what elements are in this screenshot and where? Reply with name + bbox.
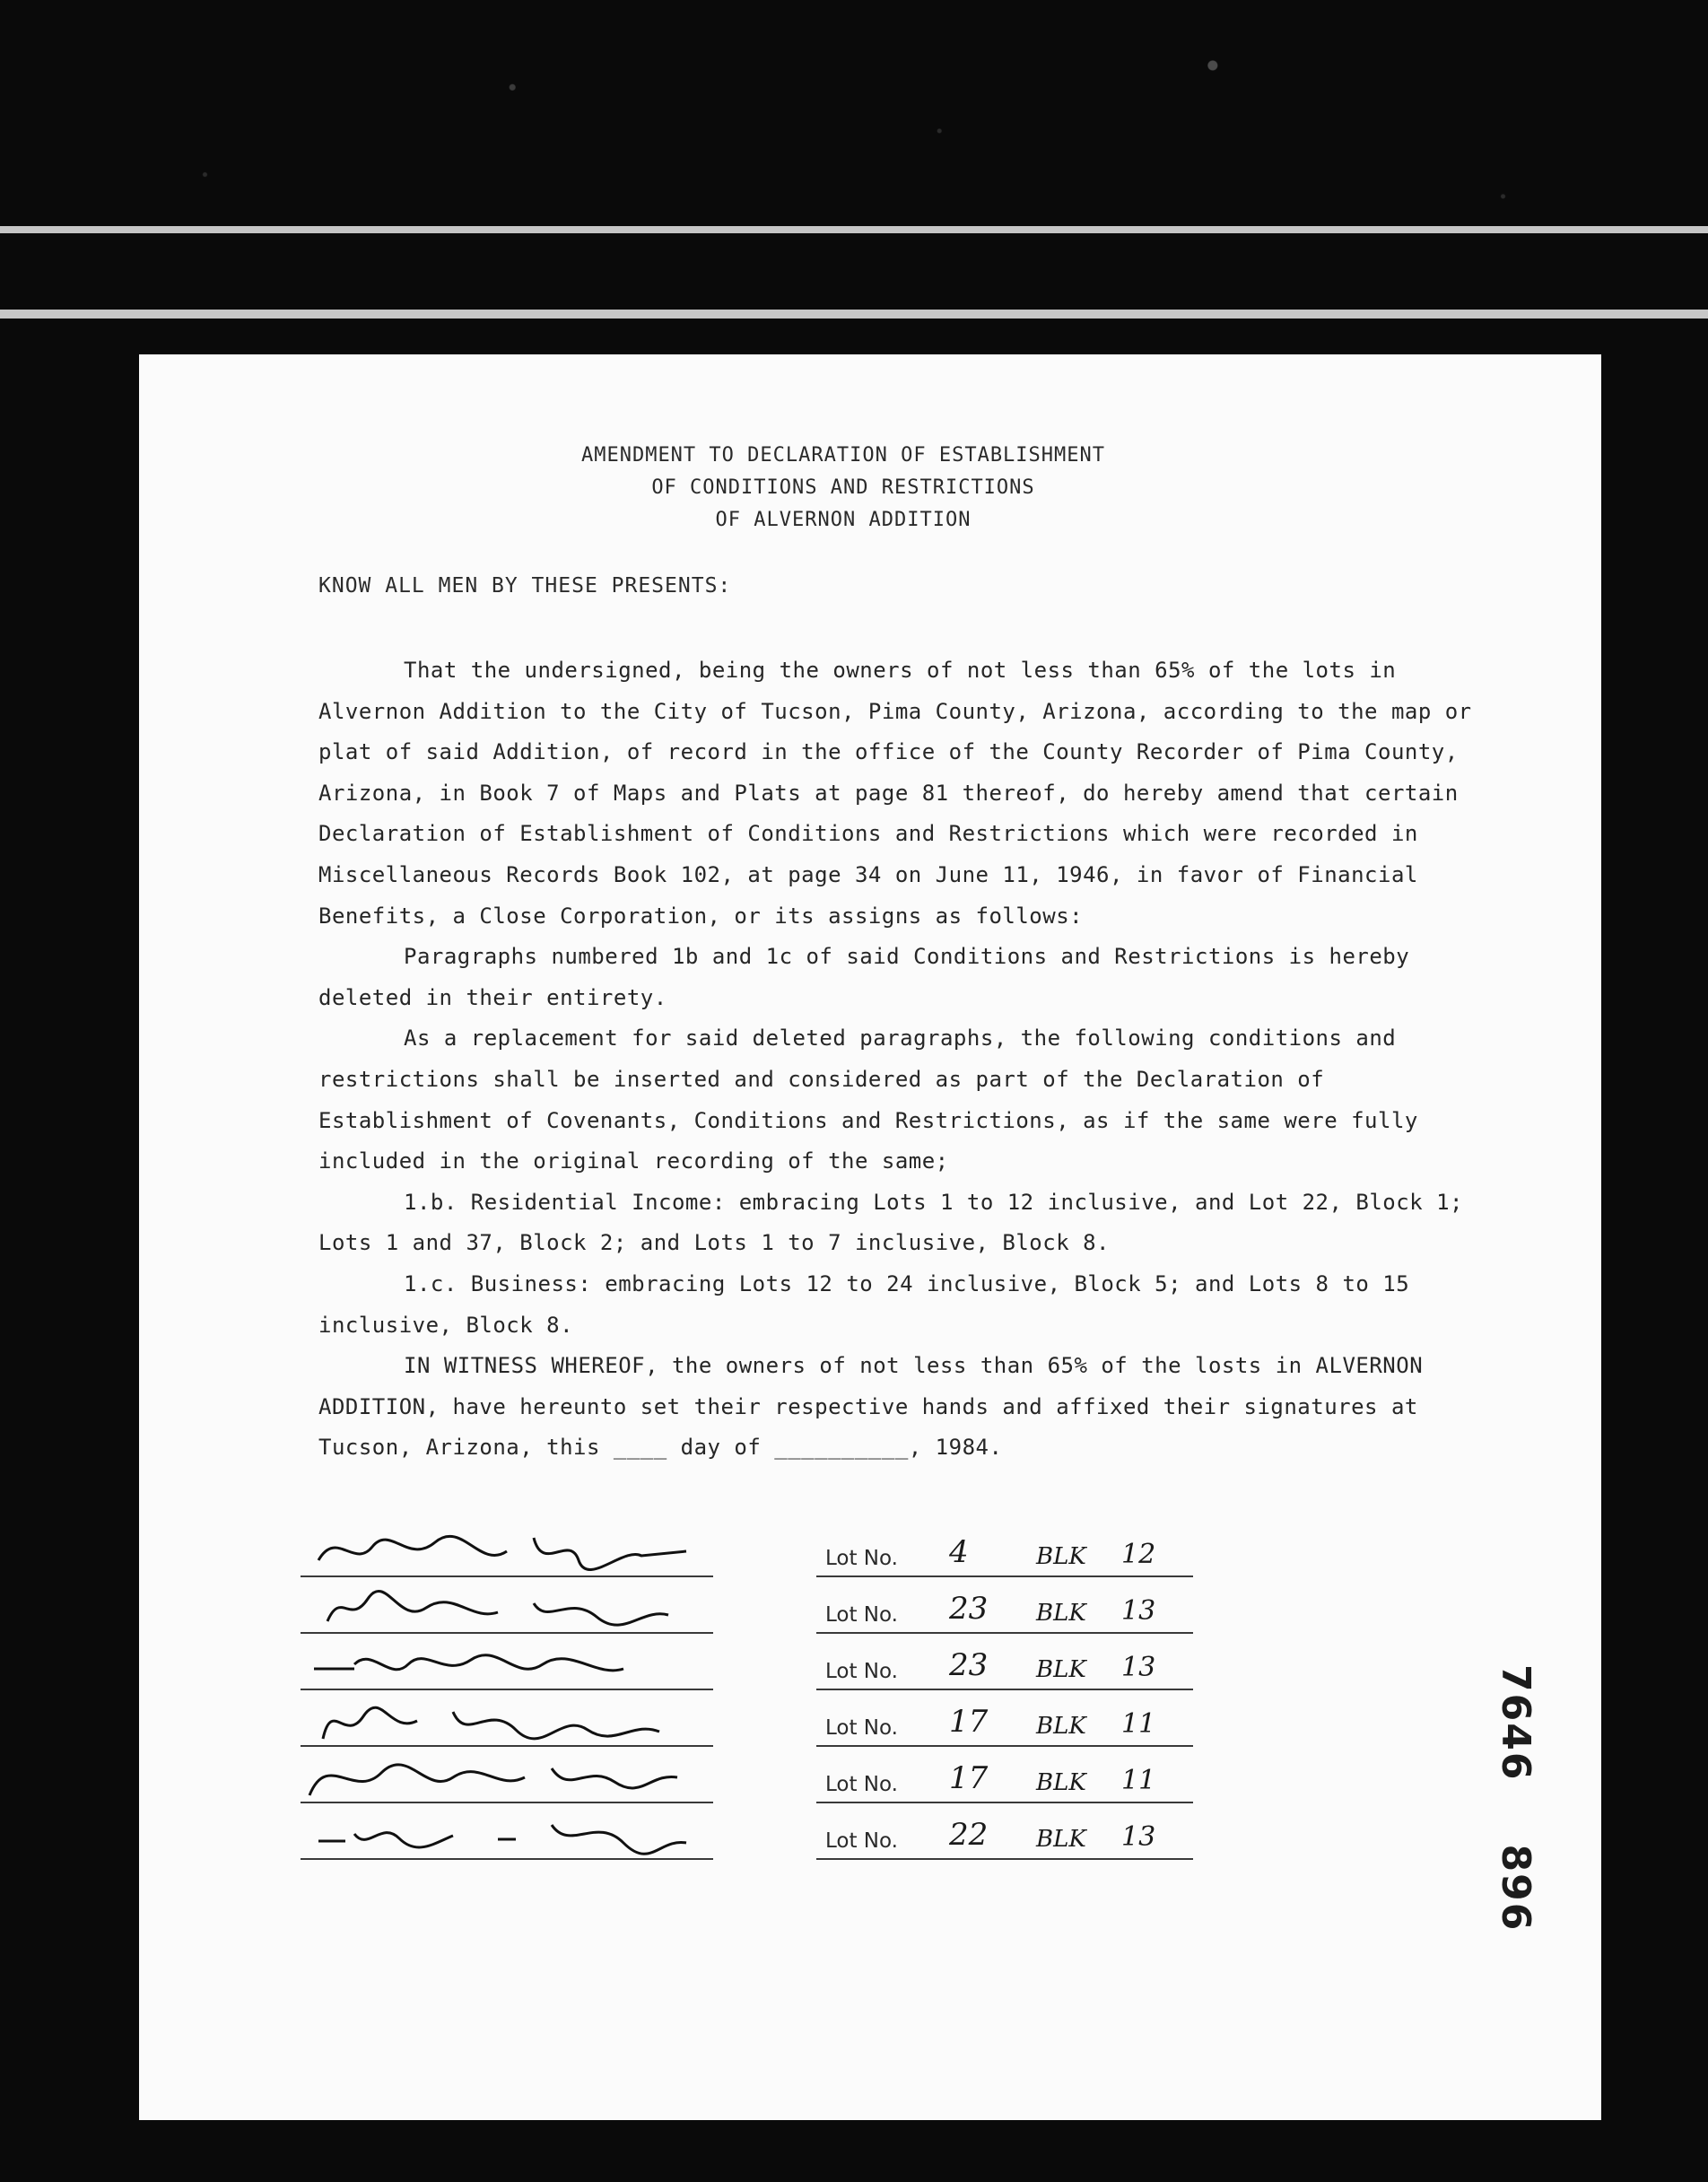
lot-table <box>816 1521 1193 1860</box>
signature-line <box>301 1521 713 1577</box>
block-label: BLK <box>1036 1769 1086 1796</box>
recorder-page-number: 896 <box>1493 1844 1538 1933</box>
salutation: KNOW ALL MEN BY THESE PRESENTS: <box>318 574 732 598</box>
lot-number: 23 <box>949 1647 989 1683</box>
signature <box>301 1807 713 1861</box>
paragraph: Paragraphs numbered 1b and 1c of said Conditions and Restrictions is hereby deleted in their entirety. <box>318 944 1410 1010</box>
block-label: BLK <box>1036 1543 1086 1570</box>
scan-streak <box>0 226 1708 233</box>
block-label: BLK <box>1036 1826 1086 1853</box>
block-number: 12 <box>1121 1539 1156 1570</box>
lot-label: Lot No. <box>825 1603 898 1627</box>
lot-row <box>816 1634 1193 1690</box>
lot-row <box>816 1577 1193 1634</box>
lot-number: 17 <box>949 1760 989 1796</box>
lot-label: Lot No. <box>825 1773 898 1796</box>
lot-row <box>816 1747 1193 1803</box>
lot-row <box>816 1803 1193 1860</box>
title-line: AMENDMENT TO DECLARATION OF ESTABLISHMENT <box>580 444 1106 467</box>
lot-number: 22 <box>949 1817 989 1853</box>
signature-line <box>301 1803 713 1860</box>
lot-number: 23 <box>949 1591 989 1627</box>
signature-line <box>301 1577 713 1634</box>
lot-label: Lot No. <box>825 1547 898 1570</box>
title-line: OF ALVERNON ADDITION <box>715 509 972 531</box>
block-number: 13 <box>1121 1821 1156 1853</box>
block-number: 13 <box>1121 1595 1156 1627</box>
paragraph: As a replacement for said deleted paragraphs, the following conditions and restrictions shall be inserted and considered as part of the Declaration of Establishment of Covenants, Conditions and Restrictions, as if the same were fully included in the original recording of the same; <box>318 1026 1418 1174</box>
block-label: BLK <box>1036 1656 1086 1683</box>
signature-column <box>301 1521 713 1860</box>
block-label: BLK <box>1036 1600 1086 1627</box>
recorder-stamp <box>1485 1664 1538 2041</box>
scan-streak <box>0 310 1708 319</box>
paragraph: 1.c. Business: embracing Lots 12 to 24 inclusive, Block 5; and Lots 8 to 15 inclusive, Block 8. <box>318 1270 1410 1338</box>
block-number: 11 <box>1121 1708 1156 1740</box>
lot-row <box>816 1690 1193 1747</box>
recorder-book-number: 7646 <box>1493 1664 1538 1782</box>
lot-row <box>816 1521 1193 1577</box>
block-label: BLK <box>1036 1713 1086 1740</box>
paragraph: IN WITNESS WHEREOF, the owners of not less than 65% of the losts in ALVERNON ADDITION, have hereunto set their respective hands and affixed their signatures at Tucson, Arizona, this ____ day of __________, 1984. <box>318 1353 1424 1461</box>
signature-line <box>301 1747 713 1803</box>
lot-number: 17 <box>949 1704 989 1740</box>
lot-label: Lot No. <box>825 1829 898 1853</box>
block-number: 13 <box>1121 1652 1156 1683</box>
paragraph: That the undersigned, being the owners of not less than 65% of the lots in Alvernon Addition to the City of Tucson, Pima County, Arizona, according to the map or plat of said Addition, of record in the office of the County Recorder of Pima County, Arizona, in Book 7 of Maps and Plats at page 81 thereof, do hereby amend that certain Declaration of Establishment of Conditions and Restrictions which were recorded in Miscellaneous Records Book 102, at page 34 on June 11, 1946, in favor of Financial Benefits, a Close Corporation, or its assigns as follows: <box>318 658 1472 929</box>
signature <box>301 1524 713 1578</box>
lot-label: Lot No. <box>825 1660 898 1683</box>
lot-number: 4 <box>949 1534 969 1570</box>
signature-line <box>301 1634 713 1690</box>
document-body <box>318 650 1476 1469</box>
paragraph: 1.b. Residential Income: embracing Lots 1 to 12 inclusive, and Lot 22, Block 1; Lots 1 and 37, Block 2; and Lots 1 to 7 inclusive, Block 8. <box>318 1189 1463 1256</box>
signature <box>301 1581 713 1635</box>
document-title <box>139 440 1547 537</box>
signature-line <box>301 1690 713 1747</box>
signature <box>301 1694 713 1748</box>
lot-label: Lot No. <box>825 1716 898 1740</box>
signature <box>301 1750 713 1804</box>
title-line: OF CONDITIONS AND RESTRICTIONS <box>651 476 1035 499</box>
document-page <box>139 354 1601 2120</box>
signature <box>301 1637 713 1691</box>
block-number: 11 <box>1121 1765 1156 1796</box>
